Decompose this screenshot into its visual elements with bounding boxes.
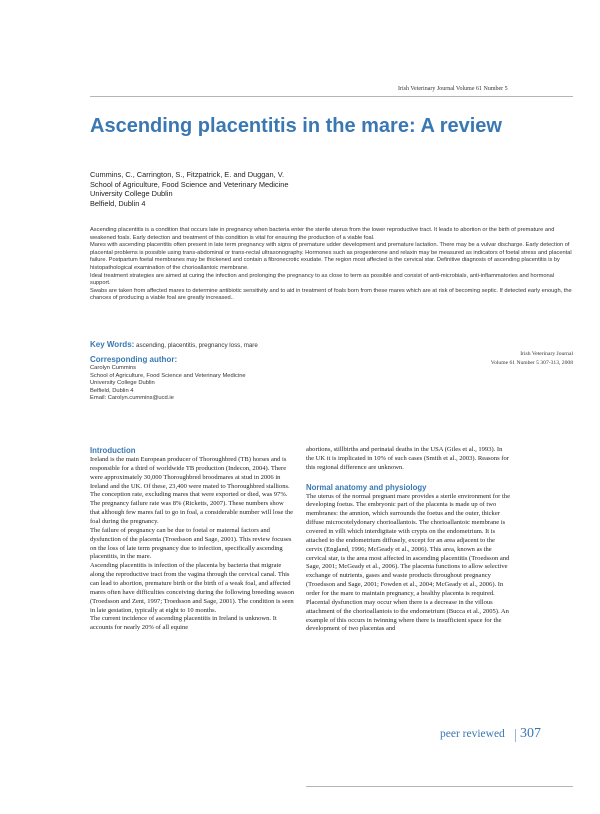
keywords (90, 340, 390, 349)
abstract-paragraph: Ascending placentitis is a condition that occurs late in pregnancy when bacteria enter the sterile uterus from the lower reproductive tract. It leads to abortion or the birth of premature and weakened foals. Early detection and treatment of this condition is vital for ensuring the production of a viable foal. (90, 227, 555, 241)
author-affiliation-line: Belfield, Dublin 4 (90, 198, 146, 208)
body-paragraph: Ireland is the main European producer of Thoroughbred (TB) horses and is responsible for a third of worldwide TB production (Indecon, 2004). There were approximately 30,000 Thoroughbred broodmares at stud in 2006 in Ireland and the UK. Of these, 23,400 were mated to Thoroughbred stallions. The conception rate, excluding mares that were exported or died, was 97%. The pregnancy failure rate was 8% (Ricketts, 2007). These numbers show that although few mares fail to go in foal, a considerable number will lose the foal during the pregnancy. (90, 456, 294, 526)
peer-reviewed-label: peer reviewed (440, 728, 505, 740)
body-paragraph: The current incidence of ascending placentitis in Ireland is unknown. It accounts for nearly 20% of all equine (90, 615, 277, 632)
footer-divider (306, 786, 573, 787)
footer-separator (515, 729, 516, 742)
corresponding-author-block (90, 365, 350, 403)
abstract-paragraph: Mares with ascending placentitis often present in late term pregnancy with signs of premature udder development and premature lactation. There may be a vulvar discharge. Early detection of placental problems is possible using trans-abdominal or trans-rectal ultrasonography. Hormones such as progesterone and relaxin may be measured as indicators of foetal stress and placental failure. Postpartum foetal membranes may be thickened and contain a fibronecrotic exudate. The region most affected is the cervical star. Definitive diagnosis of ascending placentitis is by histopathological examination of the chorioallantoic membrane. (90, 242, 572, 271)
anatomy-heading: Normal anatomy and physiology (306, 482, 427, 492)
keywords-label: Key Words: (90, 340, 135, 349)
keywords-text: ascending, placentitis, pregnancy loss, mare (136, 342, 258, 349)
citation-block (400, 350, 573, 368)
corresponding-author-line: School of Agriculture, Food Science and Veterinary Medicine (90, 372, 246, 379)
body-paragraph: Ascending placentitis is infection of the placenta by bacteria that migrate along the reproductive tract from the vagina through the cervical canal. This can lead to abortion, premature birth or the birth of a weak foal, and affected mares often have difficulties conceiving during the following breeding season (Troedsson and Zent, 1997; Troedsson and Sage, 2001). The condition is seen in late gestation, typically at eight to 10 months. (90, 562, 295, 614)
abstract-paragraph: Ideal treatment strategies are aimed at curing the infection and prolonging the pregnancy to as close to term as possible and consist of anti-microbials, anti-inflammatories and hormonal support. (90, 272, 555, 287)
left-column (90, 446, 295, 633)
page-number: 307 (520, 726, 541, 741)
corresponding-author-line: Carolyn Cummins (90, 365, 137, 371)
body-paragraph: The uterus of the normal pregnant mare provides a sterile environment for the developing foetus. The embryonic part of the placenta is made up of two membranes: the amnion, which surrounds the foetus and the outer, thicker diffuse microcotelydonary chorioallantois. The chorioallantoic membrane is covered in villi which interdigitate with crypts on the endometrium. It is attached to the endometrium diffusely, except for an area adjacent to the cervix (England, 1996; McGeady et al., 2006). This area, known as the cervical star, is the area most affected in ascending placentitis (Troedsson and Sage, 2001; McGeady et al., 2006). The placenta functions to allow selective exchange of nutrients, gases and waste products throughout pregnancy (Troedsson and Sage, 2001; Fowden et al., 2004; McGeady et al., 2006). In order for the mare to maintain pregnancy, a healthy placenta is required. Placental dysfunction may occur when there is a decrease in the villous attachment of the chorioallantois to the endometrium (Bucca et al., 2005). An example of this occurs in twinning where there is insufficient space for the development of two placentas and (306, 492, 510, 633)
header-divider (90, 96, 573, 97)
corresponding-author-heading: Corresponding author: (90, 355, 178, 364)
author-block (90, 170, 490, 208)
body-paragraph: The failure of pregnancy can be due to foetal or maternal factors and dysfunction of the placenta (Troedsson and Sage, 2001). This review focuses on the loss of late term pregnancy due to infection, specifically ascending placentitis, in the mare. (90, 526, 292, 561)
author-affiliation-line: University College Dublin (90, 189, 173, 198)
journal-header: Irish Veterinary Journal Volume 61 Number 5 (398, 86, 508, 92)
corresponding-author-email: Email: Carolyn.cummins@ucd.ie (90, 395, 174, 401)
citation-details: Volume 61 Number 5 307-313, 2008 (490, 359, 573, 366)
abstract (90, 227, 573, 303)
author-affiliation-line: School of Agriculture, Food Science and Veterinary Medicine (90, 179, 289, 189)
corresponding-author-line: Belfield, Dublin 4 (90, 387, 134, 394)
author-names: Cummins, C., Carrington, S., Fitzpatrick, E. and Duggan, V. (90, 170, 285, 179)
introduction-heading: Introduction (90, 446, 136, 455)
corresponding-author-line: University College Dublin (90, 380, 155, 386)
article-title: Ascending placentitis in the mare: A review (90, 115, 502, 137)
citation-journal: Irish Veterinary Journal (520, 351, 573, 357)
right-column (306, 446, 511, 634)
body-paragraph: abortions, stillbirths and perinatal deaths in the USA (Giles et al., 1993). In the UK it is implicated in 10% of such cases (Smith et al., 2003). Reasons for this regional difference are unknown. (306, 446, 509, 471)
abstract-paragraph: Swabs are taken from affected mares to determine antibiotic sensitivity and to aid in treatment of foals born from these mares which are at risk of becoming septic. If detected early enough, the chances of producing a viable foal are greatly increased.. (90, 287, 572, 302)
